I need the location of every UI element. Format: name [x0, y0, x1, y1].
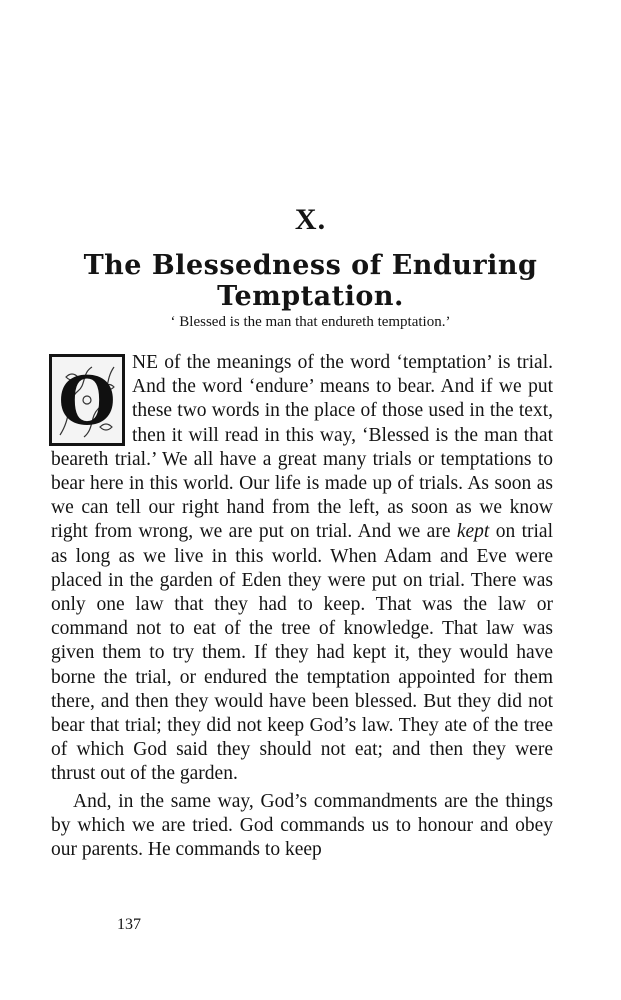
chapter-epigraph: ‘ Blessed is the man that endureth temptation.’	[170, 314, 451, 330]
drop-cap-letter: O	[58, 362, 116, 440]
paragraph-1-text-a: of the meanings of the word ‘temptation’ is trial. And the word ‘endure’ means to bear. And if we put these two words in the place of those used in the text, then it will read in this way, ‘Blessed is the man that beareth trial.’ We all have a great many trials or temptations to bear here in this world. Our life is made up of trials. As soon as we can tell our right hand from the left, as soon as we know right from wrong, we are put on trial. And we are	[51, 352, 553, 543]
italic-emphasis: kept	[456, 521, 490, 543]
chapter-body	[51, 351, 553, 862]
chapter-title: The Blessedness of Enduring Temptation.	[83, 250, 538, 312]
page-number: 137	[117, 916, 141, 933]
chapter-numeral: X.	[294, 203, 327, 236]
opening-word-rest: NE	[132, 352, 158, 373]
paragraph-1-text-b: on trial as long as we live in this world. When Adam and Eve were placed in the garden of Eden they were put on trial. There was only one law that they had to keep. That was the law or command not to eat of the tree of knowledge. That law was given them to try them. If they had kept it, they would have borne the trial, or endured the temptation appointed for them there, and then they would have been blessed. But they did not bear that trial; they did not keep God’s law. They ate of the tree of which God said they should not eat; and then they were thrust out of the garden.	[51, 521, 553, 785]
paragraph-1	[51, 351, 553, 787]
paragraph-2: And, in the same way, God’s commandments are the things by which we are tried. God commands us to honour and obey our parents. He commands to keep	[51, 790, 553, 861]
ornamental-drop-cap	[49, 354, 125, 446]
